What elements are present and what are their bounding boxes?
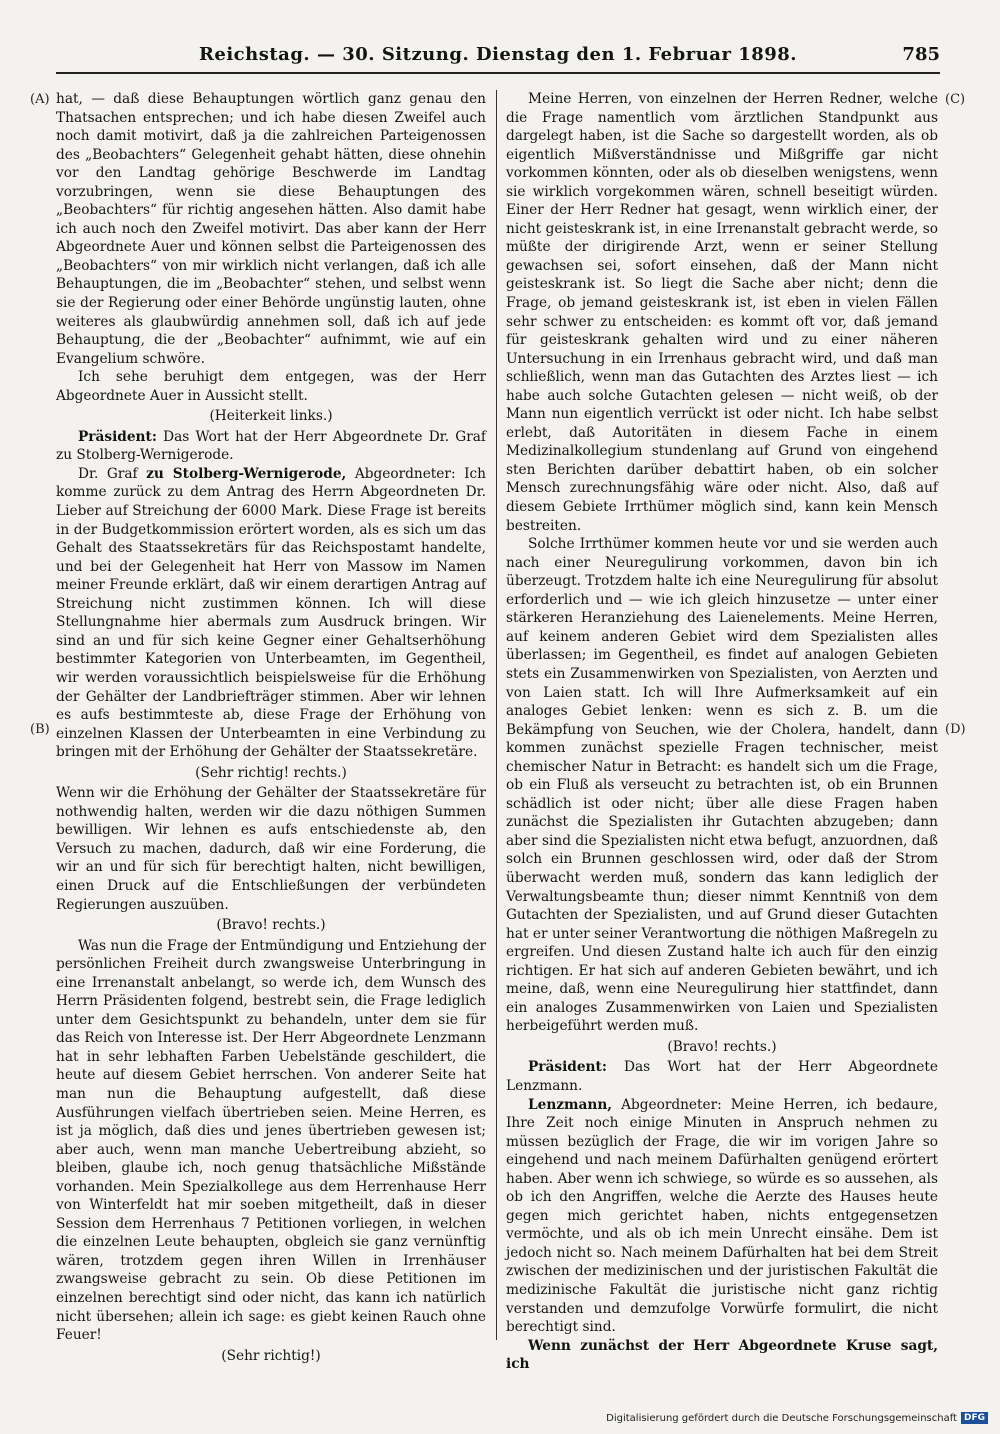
paragraph	[56, 428, 486, 465]
interjection	[506, 1038, 938, 1057]
paragraph-text: (Heiterkeit links.)	[209, 408, 333, 425]
footer-credit: Digitalisierung gefördert durch die Deutsche Forschungsgemeinschaft	[606, 1412, 957, 1424]
margin-marker-c: (C)	[945, 92, 966, 107]
paragraph-text: (Sehr richtig!)	[221, 1347, 321, 1364]
paragraph-text: Wenn wir die Erhöhung der Gehälter der Staatssekretäre für nothwendig halten, werden wir die dazu nöthigen Summen bewilligen. Wir lehnen es aufs entschiedenste ab, den Versuch zu machen, dadurch, daß wir eine Forderung, die wir an und für sich für berechtigt halten, nicht bewilligen, einen Druck auf die Entschließungen der verbündeten Regierungen auszuüben.	[56, 785, 486, 913]
paragraph-text: Abgeordneter: Ich komme zurück zu dem Antrag des Herrn Abgeordneten Dr. Lieber auf Streichung der 6000 Mark. Diese Frage ist bereits in der Budgetkommission erörtert worden, als es sich um das Gehalt des Staatssekretärs für das Reichspostamt handelte, und bei der Gelegenheit hat Herr von Massow im Namen meiner Freunde erklärt, daß wir einem derartigen Antrag auf Streichung nicht zustimmen können. Ich will diese Stellungnahme hier abermals zum Ausdruck bringen. Wir sind an und für sich keine Gegner einer Gehaltserhöhung bestimmter Kategorien von Unterbeamten, im Gegentheil, wir werden voraussichtlich beispielsweise für die Erhöhung der Gehälter der Landbriefträger stimmen. Aber wir lehnen es aufs bestimmteste ab, diese Frage der Erhöhung von einzelnen Klassen der Unterbeamten in eine Verbindung zu bringen mit der Erhöhung der Gehälter der Staatssekretäre.	[56, 465, 486, 761]
right-column	[506, 90, 938, 1374]
paragraph	[506, 1337, 938, 1374]
page-number: 785	[902, 44, 940, 65]
paragraph-text: Solche Irrthümer kommen heute vor und sie werden auch nach einer Neuregulirung vorkommen, davon bin ich überzeugt. Trotzdem halte ich eine Neuregulirung für absolut erforderlich und — wie ich gleich hinzusetze — unter einer stärkeren Heranziehung des Laienelements. Meine Herren, auf keinem anderen Gebiet wird dem Spezialisten alles überlassen; im Gegentheil, es findet auf analogen Gebieten stets ein Zusammenwirken von Spezialisten, von Aerzten und von Laien statt. Ich will Ihre Aufmerksamkeit auf ein analoges Gebiet lenken: wenn es sich z. B. um die Bekämpfung von Seuchen, wie der Cholera, handelt, dann kommen zunächst spezielle Fragen technischer, meist chemischer Natur in Betracht: es handelt sich um die Frage, ob ein Fluß als verseucht zu betrachten ist, ob ein Brunnen schädlich ist oder nicht; über alle diese Fragen haben zunächst die Spezialisten ihr Gutachten abzugeben; dann aber sind die Spezialisten nicht etwa befugt, anzuordnen, daß solch ein Brunnen geschlossen wird, oder daß der Strom überwacht werden muß, sondern das kann lediglich der Verwaltungsbeamte thun; dieser nimmt Kenntniß von dem Gutachten der Spezialisten, und auf Grund dieser Gutachten hat er unter seiner Verantwortung die nöthigen Maßregeln zu ergreifen. Und diesen Zustand halte ich auch für den einzig richtigen. Er hat sich auf anderen Gebieten bewährt, und ich meine, daß, wenn eine Neuregulirung hier stattfindet, dann ein analoges Zusammenwirken von Laien und Spezialisten herbeigeführt werden muß.	[506, 536, 938, 1035]
dfg-logo: DFG	[961, 1412, 988, 1424]
paragraph	[506, 535, 938, 1036]
speaker-name: Wenn zunächst der Herr Abgeordnete Kruse sagt, ich	[506, 1337, 938, 1373]
speaker-name: Präsident:	[528, 1059, 607, 1076]
column-divider	[496, 90, 497, 1340]
paragraph	[56, 937, 486, 1345]
paragraph-text: Abgeordneter: Meine Herren, ich bedaure, Ihre Zeit noch einige Minuten in Anspruch nehmen zu müssen bezüglich der Frage, die wir im vorigen Jahre so eingehend und nach meinem Dafürhalten genügend erörtert haben. Aber wenn ich schwiege, so würde es so aussehen, als ob ich den Angriffen, welche die Aerzte des Hauses heute gegen mich gerichtet haben, nichts entgegensetzen vermöchte, und als ob ich mein Unrecht einsähe. Dem ist jedoch nicht so. Nach meinem Dafürhalten hat bei dem Streit zwischen der medizinischen und der juristischen Fakultät die medizinische Fakultät die juristische nicht ganz richtig verstanden und demzufolge Vorwürfe formulirt, die nicht berechtigt sind.	[506, 1096, 938, 1336]
margin-marker-b: (B)	[30, 722, 50, 737]
margin-marker-d: (D)	[945, 722, 966, 737]
paragraph-text: (Sehr richtig! rechts.)	[195, 764, 347, 781]
margin-marker-a: (A)	[30, 92, 50, 107]
paragraph	[56, 784, 486, 914]
paragraph-text: (Bravo! rechts.)	[667, 1038, 777, 1055]
interjection	[56, 407, 486, 426]
paragraph	[56, 465, 486, 762]
paragraph-text: Was nun die Frage der Entmündigung und Entziehung der persönlichen Freiheit durch zwangsweise Unterbringung in eine Irrenanstalt anbelangt, so werde ich, dem Wunsch des Herrn Präsidenten folgend, bestrebt sein, die Frage lediglich unter dem Gesichtspunkt zu behandeln, unter dem sie für das Reich von Interesse ist. Der Herr Abgeordnete Lenzmann hat in sehr lebhaften Farben Uebelstände geschildert, die heute auf diesem Gebiet herrschen. Von anderer Seite hat man nun die Behauptung aufgestellt, daß diese Ausführungen vielfach übertrieben seien. Meine Herren, es ist ja möglich, daß dies und jenes übertrieben gewesen ist; aber auch, wenn man manche Uebertreibung abzieht, so bleiben, glaube ich, noch genug thatsächliche Mißstände vorhanden. Mein Spezialkollege aus dem Herrenhause Herr von Winterfeldt hat mir soeben mitgetheilt, daß in dieser Session dem Herrenhaus 7 Petitionen vorliegen, in welchen die einzelnen Leute behaupten, obgleich sie ganz vernünftig wären, trotzdem gegen ihren Willen in Irrenhäuser zwangsweise gebracht zu sein. Ob diese Petitionen im einzelnen berechtigt sind oder nicht, das kann ich natürlich nicht übersehen; allein ich sage: es giebt keinen Rauch ohne Feuer!	[56, 937, 486, 1344]
paragraph	[506, 90, 938, 535]
paragraph-text: Das Wort hat der Herr Abgeordnete Dr. Graf zu Stolberg-Wernigerode.	[56, 428, 486, 464]
left-column	[56, 90, 486, 1367]
interjection	[56, 764, 486, 783]
paragraph-text: Das Wort hat der Herr Abgeordnete Lenzmann.	[506, 1059, 938, 1094]
paragraph-text: Meine Herren, von einzelnen der Herren Redner, welche die Frage namentlich vom ärztlichen Standpunkt aus dargelegt haben, ist die Sache so dargestellt worden, als ob eigentlich Mißverständnisse und Mißgriffe gar nicht vorkommen könnten, oder als ob dieselben wenigstens, wenn sie wirklich vorgekommen wären, schnell beseitigt würden. Einer der Herr Redner hat gesagt, wenn wirklich einer, der nicht geisteskrank ist, in eine Irrenanstalt gebracht werde, so müßte der dirigirende Arzt, wenn er seiner Stellung gewachsen sei, sofort einsehen, daß der Mann nicht geisteskrank ist. So liegt die Sache aber nicht; denn die Frage, ob jemand geisteskrank ist, ist eben in vielen Fällen sehr schwer zu entscheiden: es kommt oft vor, daß jemand für geisteskrank gehalten wird und zu einer näheren Untersuchung in ein Irrenhaus gebracht wird, und daß man schließlich, wenn man das Gutachten des Arztes liest — ich habe auch solche Gutachten gelesen — nicht weiß, ob der Mann nun eigentlich verrückt ist oder nicht. Ich habe selbst erlebt, daß Autoritäten in diesem Fache in einem Medizinalkollegium stundenlang auf Grund von eingehend sten Berichten darüber debattirt haben, ob ein solcher Mensch zurechnungsfähig wäre oder nicht. Also, daß auf diesem Gebiete Irrthümer möglich sind, kann kein Mensch bestreiten.	[506, 91, 938, 534]
header-title: Reichstag. — 30. Sitzung. Dienstag den 1. Februar 1898.	[198, 44, 798, 65]
speaker-prefix: Dr. Graf	[78, 465, 147, 482]
interjection	[56, 1347, 486, 1366]
paragraph	[506, 1058, 938, 1095]
paragraph-text: hat, — daß diese Behauptungen wörtlich ganz genau den Thatsachen entsprechen; und ich habe diesen Zweifel auch noch damit motivirt, daß ja die zahlreichen Parteigenossen des „Beobachters“ Gelegenheit gehabt hätten, diese ohnehin vor den Landtag gehörige Beschwerde im Landtag vorzubringen, wenn sie diese Behauptungen des „Beobachters“ für richtig angesehen hätten. Also damit habe ich auch noch den Zweifel motivirt. Das aber kann der Herr Abgeordnete Auer und können selbst die Parteigenossen des „Beobachters“ von mir wirklich nicht verlangen, daß ich alle Behauptungen, die im „Beobachter“ stehen, und selbst wenn sie der Regierung oder einer Behörde ungünstig lauten, ohne weiteres als glaubwürdig annehmen soll, daß ich auf jede Behauptung, die der „Beobachter“ aufnimmt, wie auf ein Evangelium schwöre.	[56, 91, 486, 367]
paragraph-text: Ich sehe beruhigt dem entgegen, was der Herr Abgeordnete Auer in Aussicht stellt.	[56, 369, 486, 404]
paragraph	[506, 1096, 938, 1337]
footer	[606, 1412, 988, 1424]
paragraph	[56, 368, 486, 405]
speaker-name: Präsident:	[78, 428, 157, 445]
interjection	[56, 916, 486, 935]
paragraph-text: (Bravo! rechts.)	[216, 917, 326, 934]
speaker-name: Lenzmann,	[528, 1096, 613, 1113]
paragraph	[56, 90, 486, 368]
page-header	[56, 44, 940, 74]
speaker-name: zu Stolberg-Wernigerode,	[146, 465, 347, 482]
